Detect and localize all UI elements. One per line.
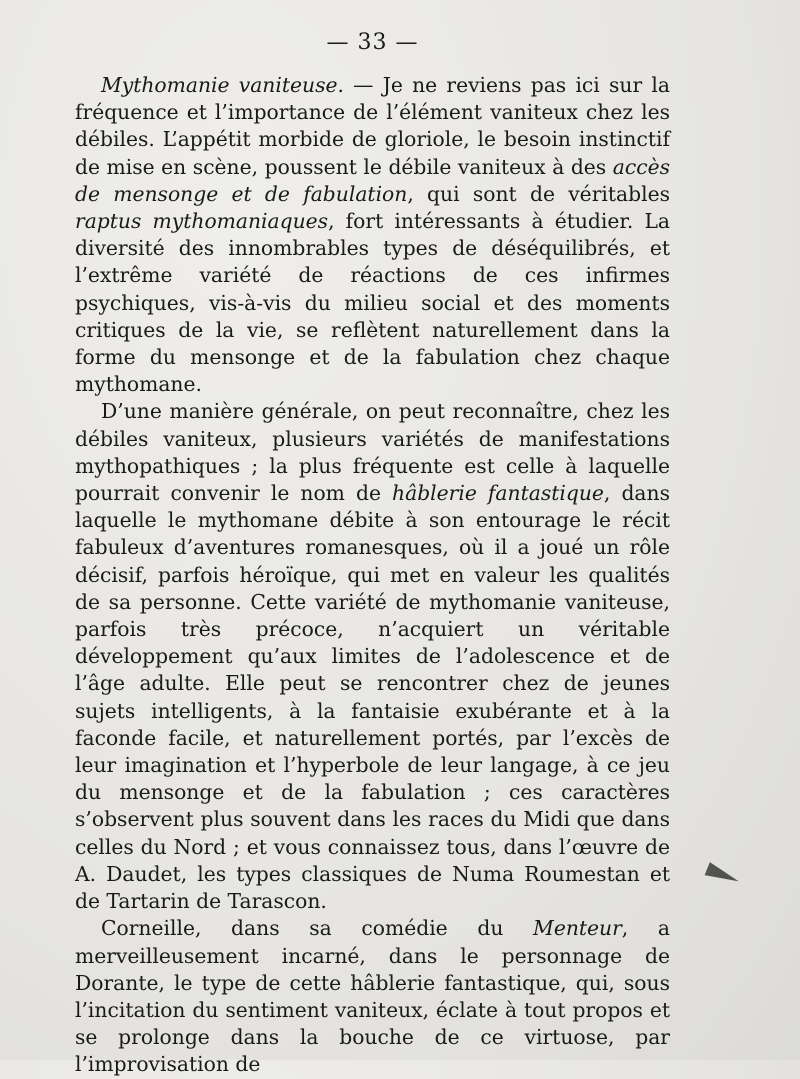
page-number: — 33 —	[326, 30, 419, 55]
book-page	[75, 26, 670, 1079]
italic-segment: Menteur	[533, 916, 622, 941]
text-segment: , a merveilleusement incarné, dans le personnage de Dorante, le type de cette hâblerie fantastique, qui, sous l’incitation du sentiment vaniteux, éclate à tout propos et se prolonge dans la bouche de ce virtuose, par l’improvisation de	[75, 916, 670, 1077]
paragraph-2	[75, 398, 670, 915]
text-segment: , fort intéressants à étudier. La diversité des innombrables types de déséquilibrés, et l’extrême variété de réactions de ces infirmes psychiques, vis-à-vis du milieu social et des moments critiques de la vie, se reflètent naturellement dans la forme du mensonge et de la fabulation chez chaque mythomane.	[75, 209, 670, 397]
text-segment: Corneille, dans sa comédie du	[101, 916, 534, 941]
text-segment: — Je ne reviens pas ici sur la fréquence et l’importance de l’élément vaniteux chez les débiles. L’appétit morbide de gloriole, le besoin instinctif de mise en scène, poussent le débile vaniteux à des	[75, 73, 670, 179]
section-heading: Mythomanie vaniteuse.	[101, 73, 344, 97]
text-segment: , qui sont de véritables	[407, 181, 670, 206]
text-segment: , dans laquelle le mythomane débite à son entourage le récit fabuleux d’aventures romanesques, où il a joué un rôle décisif, parfois héroïque, qui met en valeur les qualités de sa personne. Cette variété de mythomanie vaniteuse, parfois très précoce, n’acquiert un véritable développement qu’aux limites de l’adolescence et de l’âge adulte. Elle peut se rencontrer chez de jeunes sujets intelligents, à la fantaisie exubérante et à la faconde facile, et naturellement portés, par l’excès de leur imagination et l’hyperbole de leur langage, à ce jeu du mensonge et de la fabulation ; ces caractères s’observent plus souvent dans les races du Midi que dans celles du Nord ; et vous connaissez tous, dans l’œuvre de A. Daudet, les types classiques de Numa Roumestan et de Tartarin de Tarascon.	[75, 481, 670, 914]
italic-segment: hâblerie fantastique	[392, 481, 604, 506]
italic-segment: accès de mensonge et de fabulation	[75, 154, 670, 206]
italic-segment: raptus mythomaniaques	[75, 209, 329, 234]
paragraph-1	[75, 72, 670, 398]
margin-mark-icon	[705, 862, 742, 888]
text-segment: D’une manière générale, on peut reconnaître, chez les débiles vaniteux, plusieurs variétés de manifestations mythopathiques ; la plus fréquente est celle à laquelle pourrait convenir le nom de	[75, 399, 670, 506]
paragraph-3	[75, 915, 670, 1078]
body-text	[75, 72, 670, 1079]
